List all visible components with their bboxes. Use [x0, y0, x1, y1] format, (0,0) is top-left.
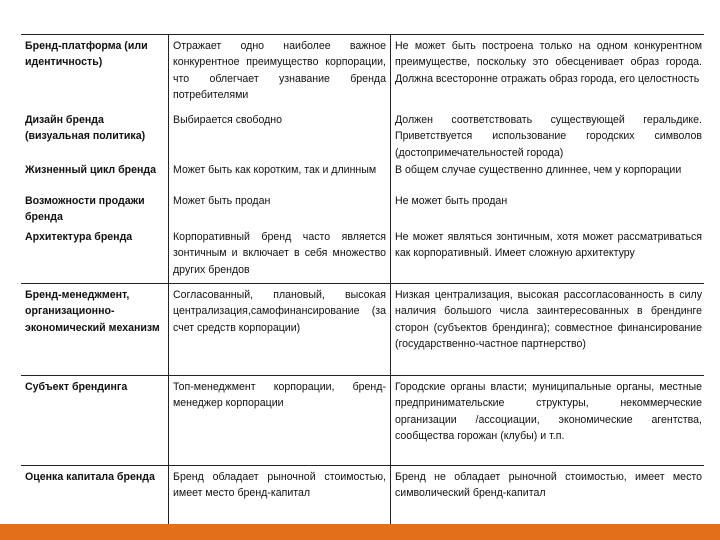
- corporate-cell: Топ-менеджмент корпорации, бренд-менеджер корпорации: [168, 376, 390, 465]
- city-cell: Не может быть построена только на одном конкурентном преимуществе, поскольку это обесценивает образ города. Должна всесторонне отражать образ города, его целостность: [390, 35, 704, 109]
- row-label: Архитектура бренда: [25, 231, 133, 243]
- city-cell: Не может быть продан: [390, 193, 704, 226]
- city-cell: Должен соответствовать существующей геральдике. Приветствуется использование городских символов (достопримечательностей города): [390, 109, 704, 159]
- row-label: Бренд-платформа (или идентичность): [25, 40, 148, 69]
- corporate-cell: Корпоративный бренд часто является зонтичным и включает в себя множество других брендов: [168, 226, 390, 283]
- row-label: Возможности продажи бренда: [25, 195, 145, 224]
- row-label: Дизайн бренда (визуальная политика): [25, 114, 146, 143]
- city-cell: Бренд не обладает рыночной стоимостью, имеет место символический бренд-капитал: [390, 466, 704, 524]
- table-row: [21, 193, 704, 226]
- corporate-cell: Согласованный, плановый, высокая централизация,самофинансирование (за счет средств корпорации): [168, 284, 390, 375]
- corporate-cell: Может быть как коротким, так и длинным: [168, 159, 390, 193]
- corporate-cell: Выбирается свободно: [168, 109, 390, 159]
- comparison-table: [21, 34, 704, 525]
- city-cell: В общем случае существенно длиннее, чем у корпорации: [390, 159, 704, 193]
- corporate-cell: Отражает одно наиболее важное конкурентное преимущество корпорации, что облегчает узнавание бренда потребителями: [168, 35, 390, 109]
- city-cell: Городские органы власти; муниципальные органы, местные предпринимательские структуры, некоммерческие организации /ассоциации, экономические агентства, сообщества горожан (клубы) и т.п.: [390, 376, 704, 465]
- corporate-cell: Бренд обладает рыночной стоимостью, имеет место бренд-капитал: [168, 466, 390, 524]
- row-label: Жизненный цикл бренда: [25, 164, 156, 176]
- table-row: [21, 226, 704, 283]
- table-row: [21, 283, 704, 375]
- city-cell: Не может являться зонтичным, хотя может рассматриваться как корпоративный. Имеет сложную архитектуру: [390, 226, 704, 283]
- row-label: Субъект брендинга: [25, 381, 128, 393]
- city-cell: Низкая централизация, высокая рассогласованность в силу наличия большого числа заинтересованных в брендинге сторон (субъектов брендинга); совместное финансирование (государственно-частное партнерство): [390, 284, 704, 375]
- table-row: [21, 375, 704, 465]
- footer-accent-bar: [0, 524, 720, 540]
- row-label: Оценка капитала бренда: [25, 471, 155, 483]
- corporate-cell: Может быть продан: [168, 193, 390, 226]
- row-label: Бренд-менеджмент, организационно-экономический механизм: [25, 289, 160, 334]
- table-row: [21, 109, 704, 159]
- table-row: [21, 35, 704, 109]
- table-row: [21, 465, 704, 524]
- table-row: [21, 159, 704, 193]
